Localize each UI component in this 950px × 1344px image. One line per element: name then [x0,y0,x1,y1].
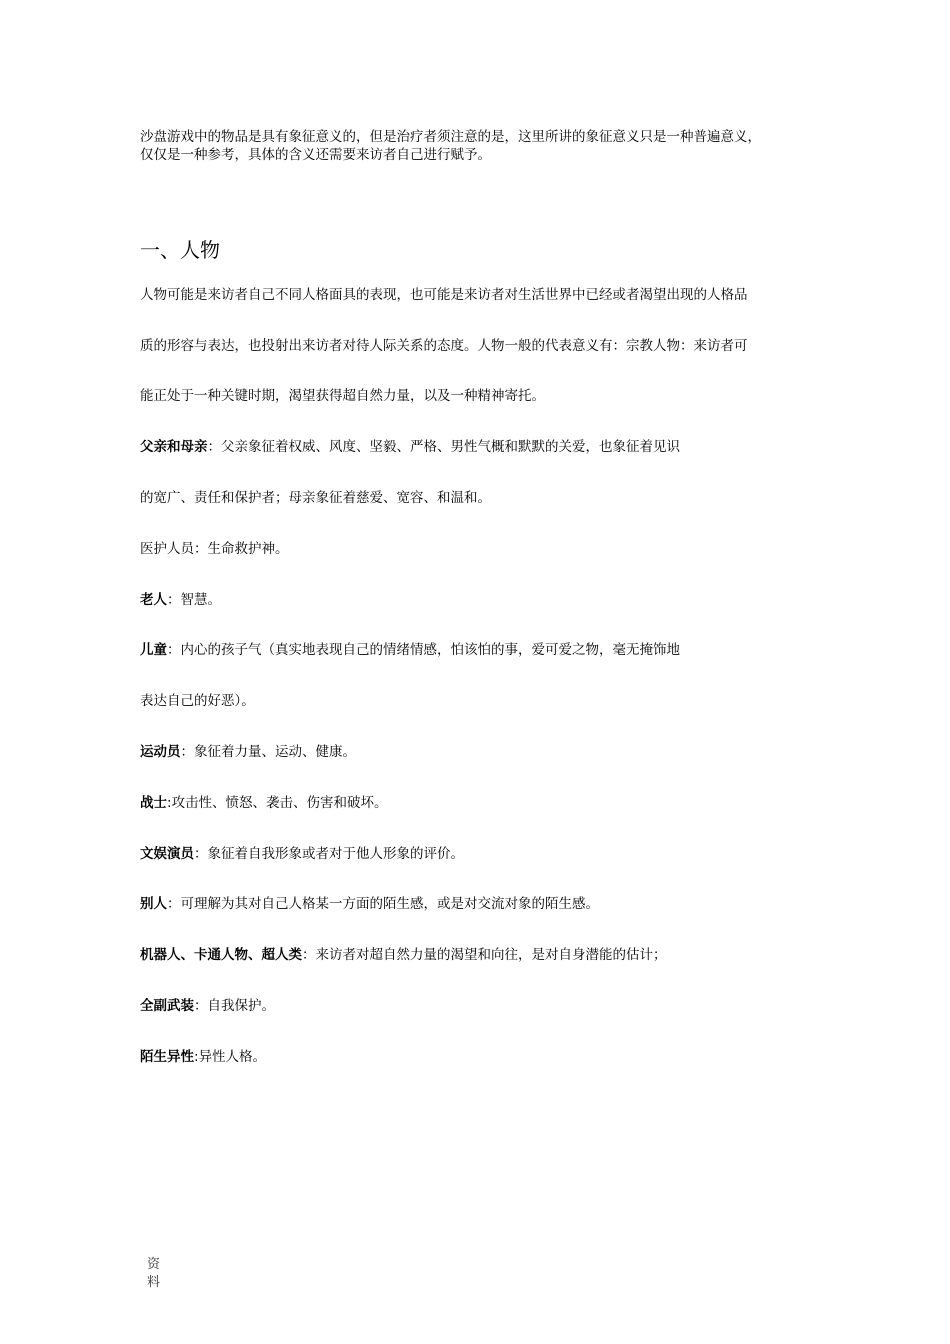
definition-text: 象征着自我形象或者对于他人形象的评价。 [207,846,464,862]
intro-line: 仅仅是一种参考，具体的含义还需要来访者自己进行赋予。 [140,147,491,163]
definition-term: 全副武装 [140,998,194,1014]
section-heading: 一、人物 [140,238,220,262]
definition-separator: ： [180,744,194,760]
definition-line [140,844,464,864]
intro-paragraph [140,128,830,164]
definition-term: 父亲和母亲 [140,439,208,455]
footer-note [147,1256,163,1292]
definition-text: 父亲象征着权威、风度、坚毅、严格、男性气概和默默的关爱，也象征着见识 [221,439,680,455]
footer-char: 料 [147,1275,161,1290]
definition-line [140,945,667,965]
definition-text: 自我保护。 [207,998,275,1014]
definition-text: 象征着力量、运动、健康。 [194,744,356,760]
definition-line [140,640,680,660]
definition-text: 内心的孩子气（真实地表现自己的情绪情感，怕该怕的事，爱可爱之物，毫无掩饰地 [180,642,680,658]
definition-text: 的宽广、责任和保护者；母亲象征着慈爱、宽容、和温和。 [140,490,491,506]
definition-term: 别人 [140,896,167,912]
definition-separator: ： [167,896,181,912]
definition-separator: ： [167,642,181,658]
definition-term: 运动员 [140,744,181,760]
definition-term: 战士 [140,795,167,811]
definition-separator: : [167,795,172,811]
definition-line [140,996,275,1016]
definition-line [140,488,491,508]
intro-line: 沙盘游戏中的物品是具有象征意义的，但是治疗者须注意的是，这里所讲的象征意义只是一种普遍意义， [140,129,761,145]
definition-text: 来访者对超自然力量的渴望和向往，是对自身潜能的估计； [315,947,667,963]
section-intro-line: 质的形容与表达，也投射出来访者对待人际关系的态度。人物一般的代表意义有：宗教人物：来访者可 [140,338,748,354]
definition-separator: : [194,1049,199,1065]
definition-line [140,590,221,610]
footer-char: 资 [147,1257,161,1272]
definition-line [140,691,255,711]
section-intro-line: 能正处于一种关键时期，渴望获得超自然力量，以及一种精神寄托。 [140,388,545,404]
definition-separator: ： [207,439,221,455]
definition-line [140,793,388,813]
definition-term: 文娱演员 [140,846,194,862]
definition-separator: ： [167,592,181,608]
definition-separator: ： [302,947,316,963]
definition-text: 攻击性、愤怒、袭击、伤害和破坏。 [171,795,388,811]
definition-line [140,539,289,559]
definition-term: 老人 [140,592,167,608]
definition-term: 陌生异性 [140,1049,194,1065]
definition-text: 表达自己的好恶）。 [140,693,255,709]
definition-text: 智慧。 [180,592,221,608]
definition-separator: ： [194,998,208,1014]
definition-line [140,742,356,762]
definition-term: 机器人、卡通人物、超人类 [140,947,302,963]
definition-line [140,1047,266,1067]
section-intro-line: 人物可能是来访者自己不同人格面具的表现，也可能是来访者对生活世界中已经或者渴望出现的人格品 [140,287,748,303]
definition-separator: ： [194,846,208,862]
definition-text: 异性人格。 [198,1049,267,1065]
definition-line [140,894,599,914]
definition-line [140,437,680,457]
definition-text: 医护人员：生命救护神。 [140,541,289,557]
definition-term: 儿童 [140,642,167,658]
definition-text: 可理解为其对自己人格某一方面的陌生感，或是对交流对象的陌生感。 [180,896,599,912]
